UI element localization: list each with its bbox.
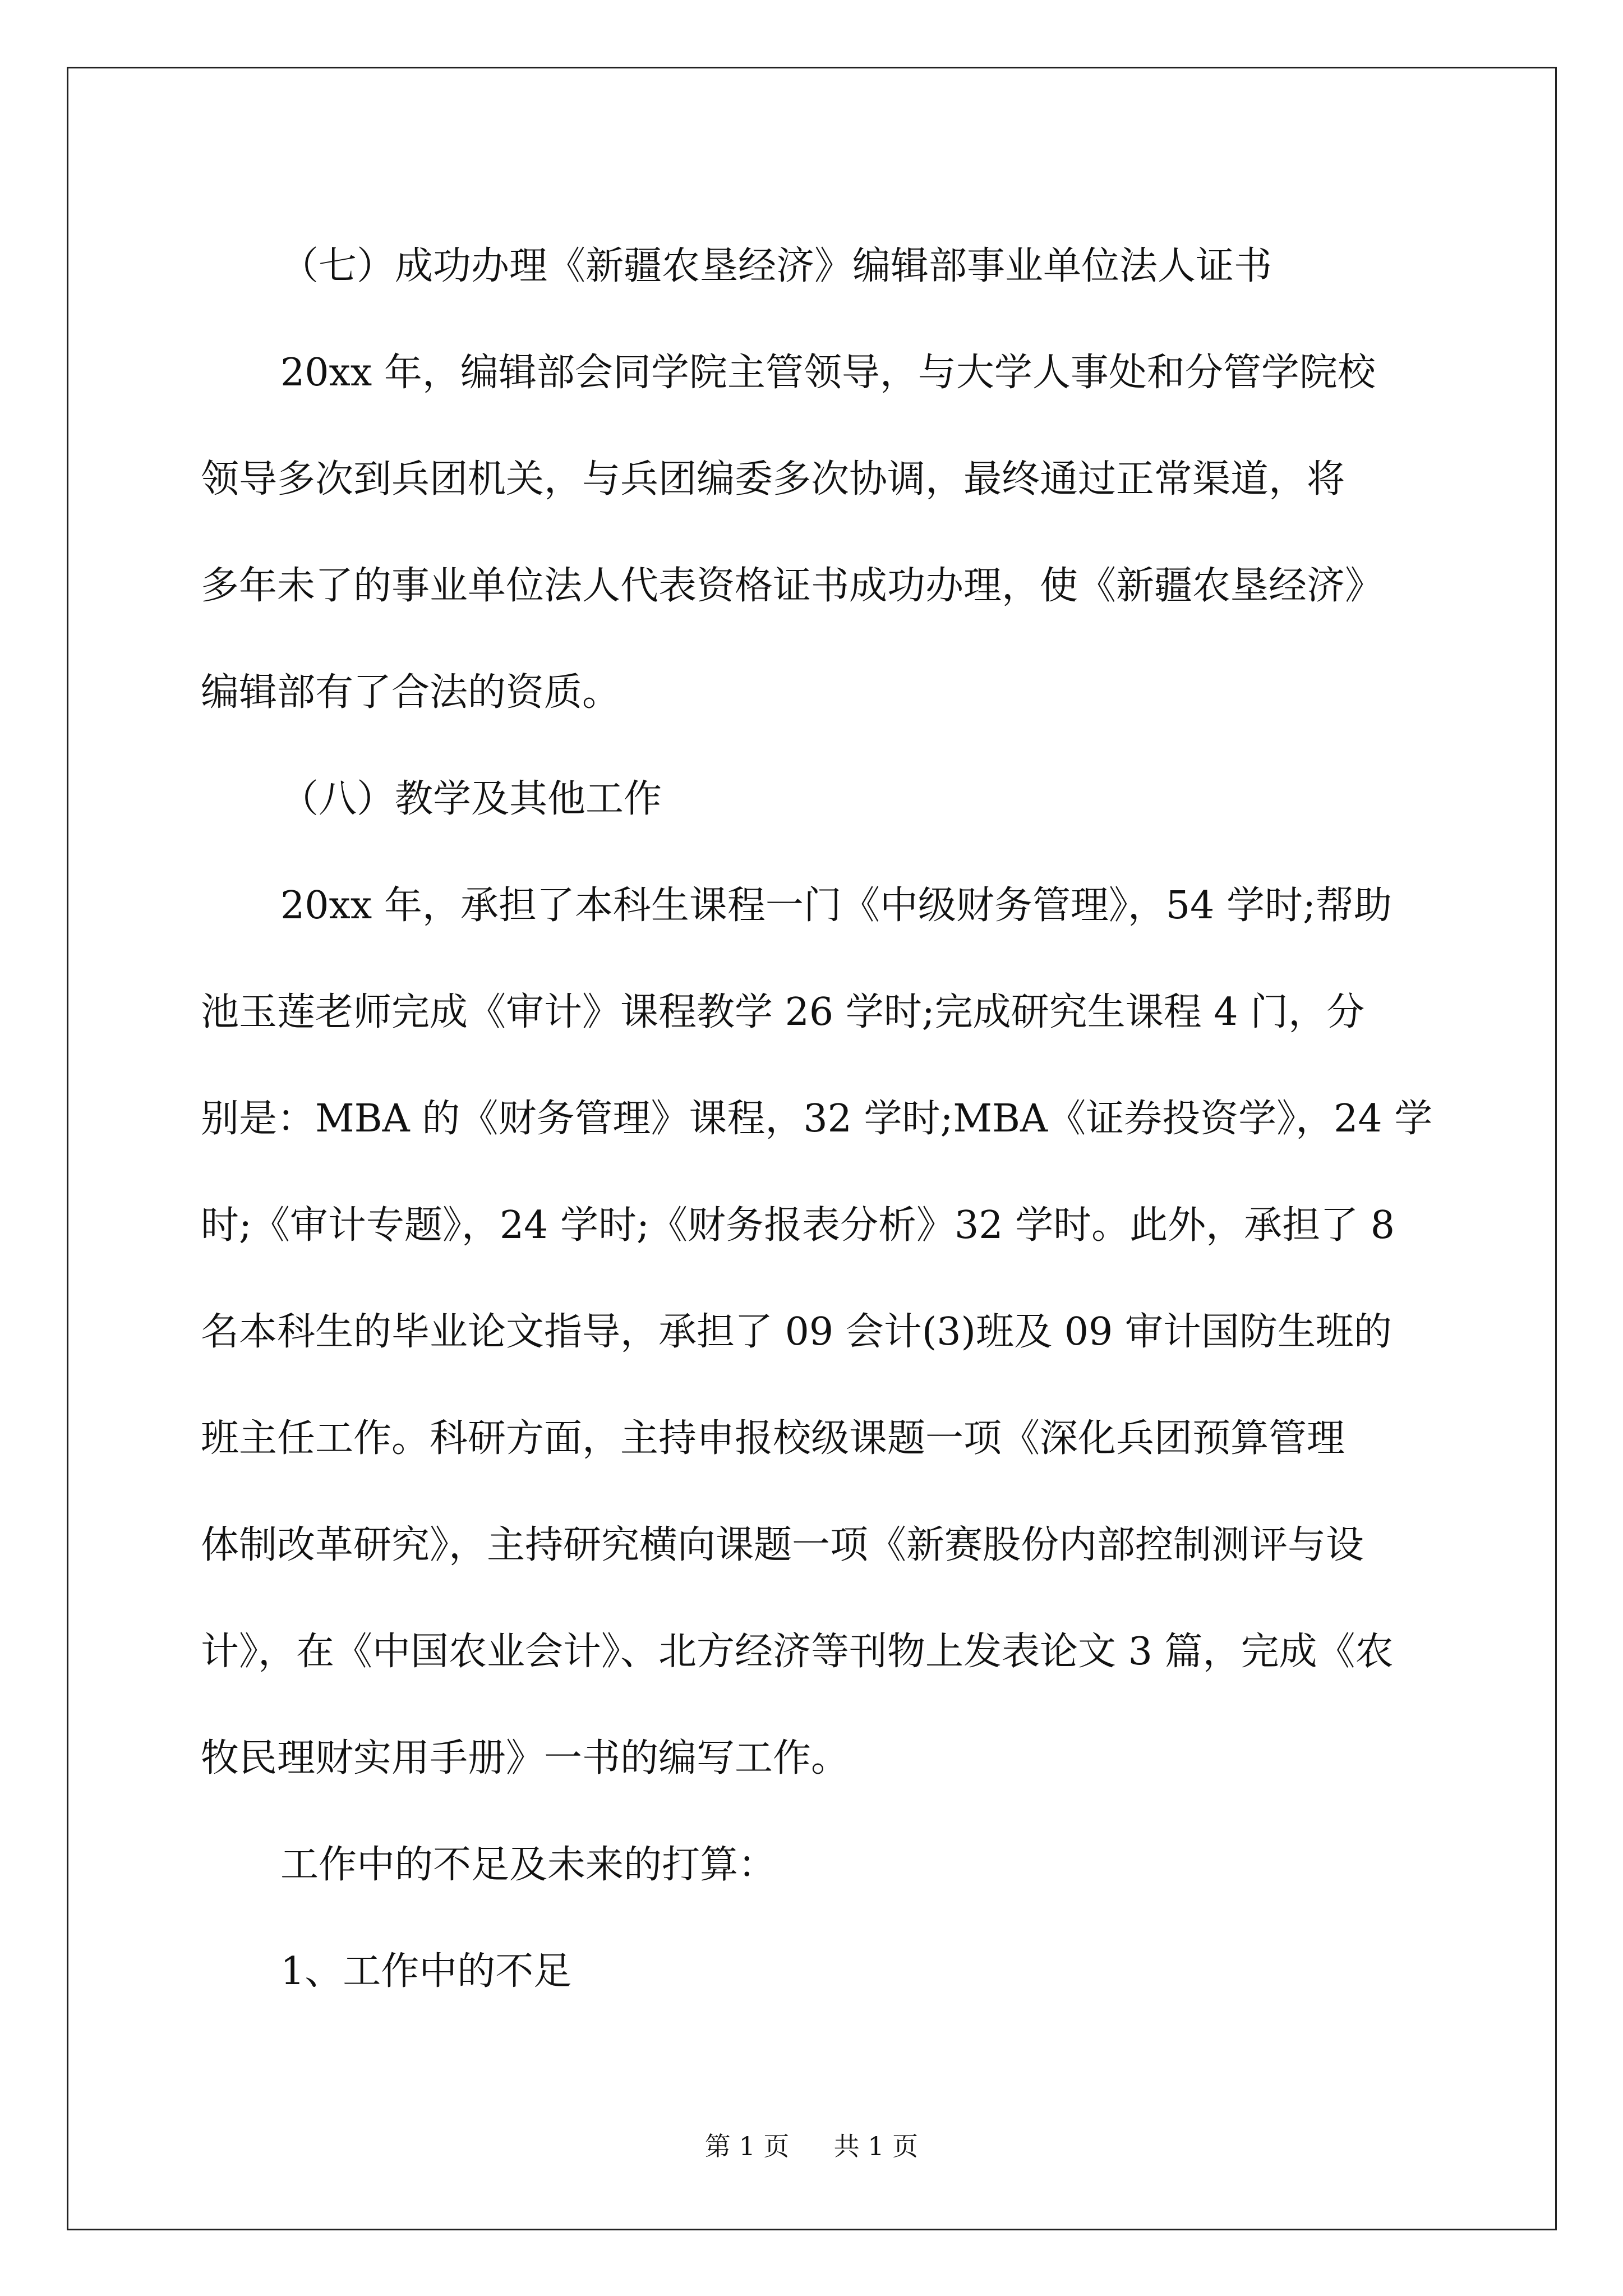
text-line: 多年未了的事业单位法人代表资格证书成功办理，使《新疆农垦经济》 [201,564,1384,608]
page-total: 共 1 页 [833,2131,919,2161]
text-line: 体制改革研究》，主持研究横向课题一项《新赛股份内部控制测评与设 [201,1523,1364,1567]
section-heading-8 [201,746,1429,853]
text-line: 时;《审计专题》，24 学时;《财务报表分析》32 学时。此外，承担了 8 [201,1203,1395,1248]
document-body [201,213,1433,2025]
text-line: 别是：MBA 的《财务管理》课程，32 学时;MBA《证券投资学》，24 学 [201,1097,1433,1141]
text-line: 牧民理财实用手册》一书的编写工作。 [201,1736,850,1780]
paragraph-teaching [201,853,1433,1812]
text-line: 编辑部有了合法的资质。 [201,670,621,715]
text-line: 名本科生的毕业论文指导，承担了 09 会计(3)班及 09 审计国防生班的 [201,1310,1392,1354]
text-line: 1、工作中的不足 [280,1949,572,1994]
text-line: （八）教学及其他工作 [280,777,662,821]
paragraph-deficiency-intro [201,1812,1429,1918]
text-line: 20xx 年，编辑部会同学院主管领导，与大学人事处和分管学院校 [280,351,1376,395]
text-line: 池玉莲老师完成《审计》课程教学 26 学时;完成研究生课程 4 门，分 [201,990,1365,1034]
section-heading-7 [201,213,1429,320]
text-line: 20xx 年，承担了本科生课程一门《中级财务管理》，54 学时;帮助 [280,884,1392,928]
text-line: 班主任工作。科研方面，主持申报校级课题一项《深化兵团预算管理 [201,1416,1345,1461]
page-footer [0,2126,1623,2163]
text-line: 领导多次到兵团机关，与兵团编委多次协调，最终通过正常渠道，将 [201,457,1345,501]
text-line: 计》，在《中国农业会计》、北方经济等刊物上发表论文 3 篇，完成《农 [201,1630,1394,1674]
page-number: 第 1 页 [704,2131,790,2161]
text-line: （七）成功办理《新疆农垦经济》编辑部事业单位法人证书 [280,244,1272,288]
text-line: 工作中的不足及未来的打算： [280,1843,777,1887]
paragraph-edit-certificate [201,320,1429,746]
paragraph-deficiency-item-1 [201,1918,1429,2025]
